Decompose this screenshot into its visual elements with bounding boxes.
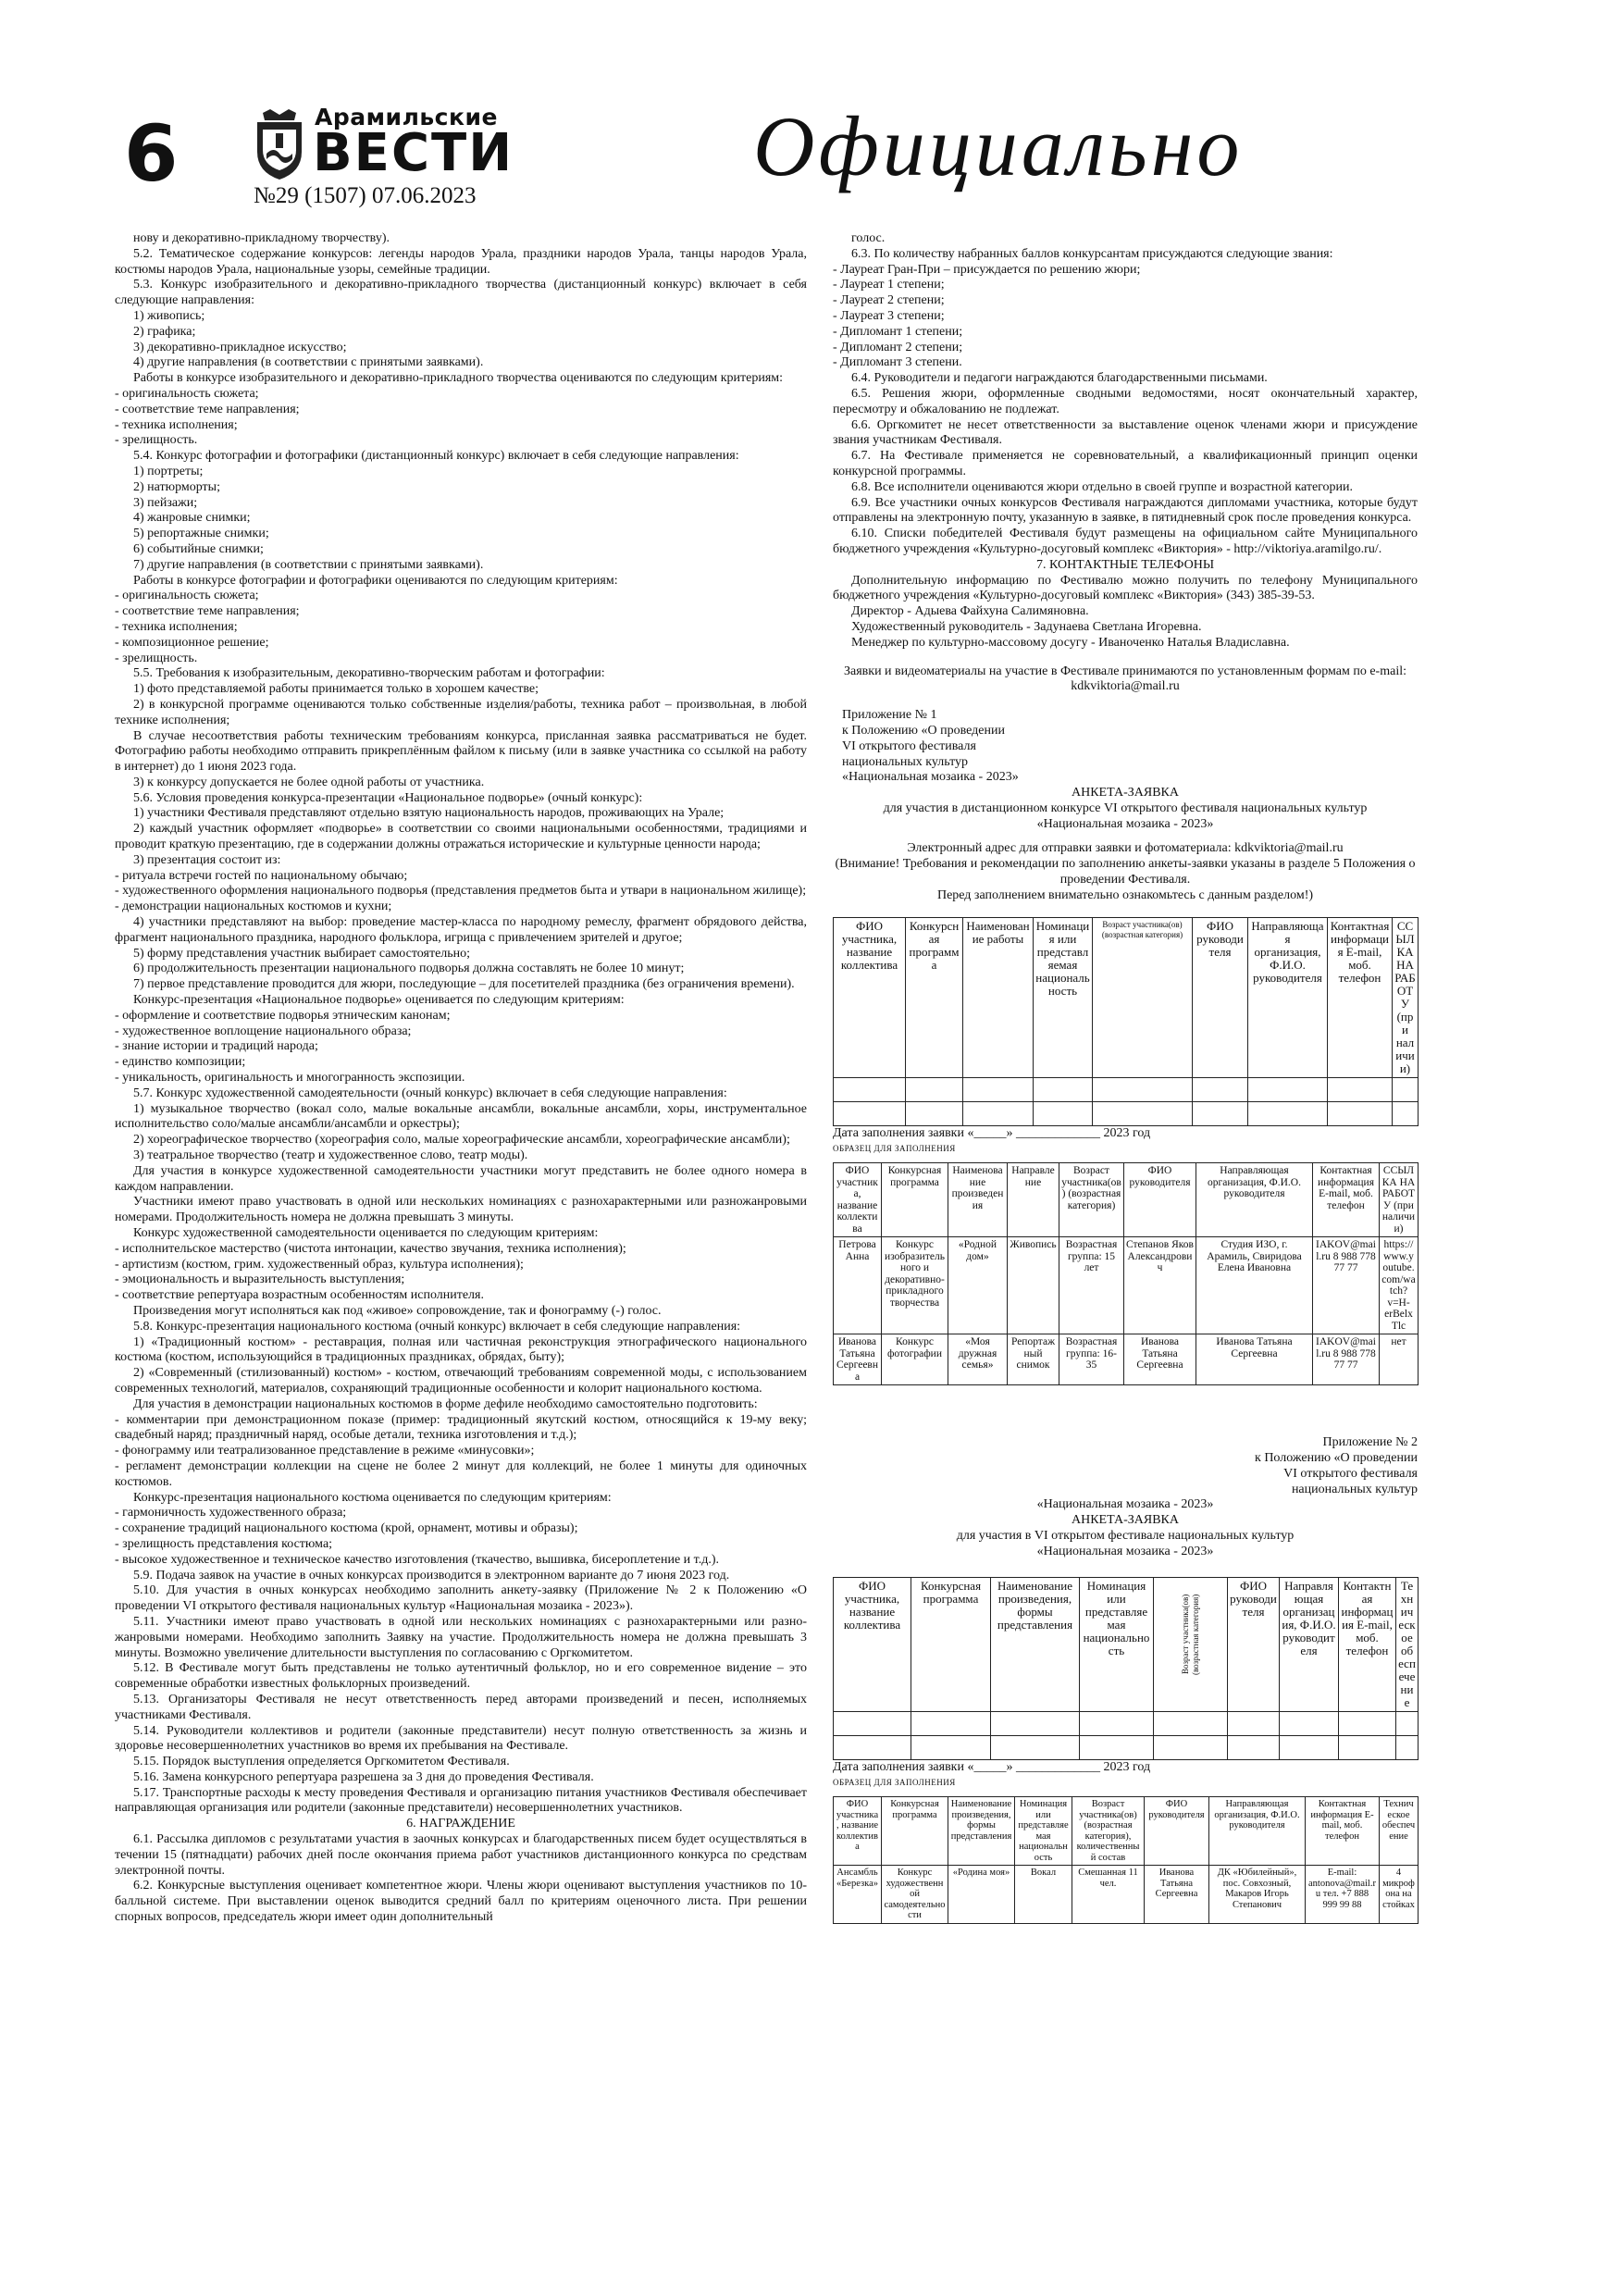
header-cell: Возраст участника(ов) (возрастная категория) bbox=[1093, 917, 1193, 1077]
paragraph: - техника исполнения; bbox=[115, 417, 238, 432]
header-cell: Возраст участника(ов) (возрастная категория) bbox=[1059, 1163, 1124, 1237]
table-cell: Иванова Татьяна Сергеевна bbox=[1196, 1334, 1313, 1385]
appendix-line: Приложение № 2 bbox=[1322, 1435, 1418, 1450]
paragraph: 5.7. Конкурс художественной самодеятельности (очный конкурс) включает в себя следующие направления: bbox=[133, 1086, 727, 1100]
table-cell: E-mail: antonova@mail.ru тел. +7 888 999 99 88 bbox=[1306, 1866, 1380, 1924]
empty-cell bbox=[963, 1077, 1034, 1101]
paragraph: - фонограмму или театрализованное представление в режиме «минусовки»; bbox=[115, 1444, 535, 1458]
paragraph: - оформление и соответствие подворья этническим канонам; bbox=[115, 1008, 451, 1023]
paragraph: Для участия в демонстрации национальных костюмов в форме дефиле необходимо самостоятельно подготовить: bbox=[133, 1396, 758, 1411]
empty-cell bbox=[1154, 1735, 1228, 1759]
appendix-line: национальных культур bbox=[1291, 1482, 1418, 1496]
empty-cell bbox=[906, 1101, 963, 1125]
header-cell: Конкурсная программа bbox=[882, 1163, 948, 1237]
table-cell: https://www.youtube.com/watch?v=H-erBelxTlc bbox=[1380, 1237, 1419, 1334]
header-cell: Наименование произведения, формы представления bbox=[948, 1797, 1015, 1866]
table-cell: Конкурс художественной самодеятельности bbox=[882, 1866, 948, 1924]
empty-table-row bbox=[834, 1077, 1419, 1101]
right-column bbox=[833, 231, 1418, 1924]
date-line-1: Дата заполнения заявки «_____» _____________ 2023 год bbox=[833, 1125, 1151, 1140]
paragraph: 1) живопись; bbox=[133, 308, 205, 323]
header-cell: Наименование работы bbox=[963, 917, 1034, 1077]
empty-cell bbox=[1396, 1711, 1419, 1735]
table-cell: IAKOV@mail.ru 8 988 778 77 77 bbox=[1313, 1237, 1380, 1334]
table-cell: IAKOV@mail.ru 8 988 778 77 77 bbox=[1313, 1334, 1380, 1385]
header-cell: Направляющая организация, Ф.И.О. руководителя bbox=[1280, 1577, 1339, 1711]
header-cell: ФИО участника, название коллектива bbox=[834, 1797, 882, 1866]
paragraph: 5) форму представления участник выбирает самостоятельно; bbox=[133, 946, 471, 961]
header-cell: ССЫЛКА НА РАБОТУ (при наличии) bbox=[1380, 1163, 1419, 1237]
appendix-1-reference bbox=[842, 708, 1418, 786]
paragraph: 1) фото представляемой работы принимается только в хорошем качестве; bbox=[133, 682, 539, 697]
paragraph: Произведения могут исполняться как под «живое» сопровождение, так и фонограмму (-) голос. bbox=[133, 1303, 662, 1318]
paragraph: 6. НАГРАЖДЕНИЕ bbox=[406, 1817, 515, 1831]
paragraph: 2) в конкурсной программе оцениваются только собственные изделия/работы, техника работ – произвольная, в любой технике исполнения; bbox=[115, 697, 807, 727]
paragraph: 5.9. Подача заявок на участие в очных конкурсах производится в электронном варианте до 7 июня 2023 год. bbox=[133, 1568, 730, 1582]
paragraph: - соответствие теме направления; bbox=[115, 604, 300, 619]
paragraph: 5.12. В Фестивале могут быть представлены не только аутентичный фольклор, но и его современное видение – это современные обработки известных фольклорных произведений. bbox=[115, 1661, 807, 1692]
paragraph: 5) репортажные снимки; bbox=[133, 527, 269, 541]
paragraph: - Дипломант 2 степени; bbox=[833, 340, 963, 354]
newspaper-logo bbox=[254, 104, 531, 183]
paragraph: 4) участники представляют на выбор: проведение мастер-класса по народному ремеслу, фрагмент обрядового действа, фрагмент национального праздника, народного фольклора, игрища с привлечением зрителей и другое; bbox=[115, 915, 807, 945]
appendix-1-title: АНКЕТА-ЗАЯВКА bbox=[1072, 786, 1179, 800]
paragraph: Директор - Адыева Файхуна Салимяновна. bbox=[851, 604, 1089, 619]
paragraph: 5.13. Организаторы Фестиваля не несут ответственность перед авторами произведений и песен, исполняемых участниками Фестиваля. bbox=[115, 1692, 807, 1722]
empty-cell bbox=[834, 1077, 906, 1101]
table-cell: «Родина моя» bbox=[948, 1866, 1015, 1924]
empty-cell bbox=[1328, 1101, 1393, 1125]
empty-cell bbox=[834, 1101, 906, 1125]
coat-of-arms-icon bbox=[254, 109, 305, 180]
paragraph: Художественный руководитель - Задунаева Светлана Игоревна. bbox=[851, 619, 1202, 634]
header-cell: ФИО руководителя bbox=[1228, 1577, 1280, 1711]
paragraph: 6) продолжительность презентации национального подворья должна составлять не более 10 минут; bbox=[133, 962, 685, 976]
paragraph: 1) портреты; bbox=[133, 464, 204, 478]
paragraph: - Лауреат Гран-При – присуждается по решению жюри; bbox=[833, 262, 1141, 277]
paragraph: - Дипломант 3 степени. bbox=[833, 355, 962, 370]
table-header-row bbox=[834, 1163, 1419, 1237]
appendix-line: Приложение № 1 bbox=[842, 708, 937, 723]
empty-cell bbox=[1193, 1101, 1248, 1125]
paragraph: Участники имеют право участвовать в одной или нескольких номинациях с разнохарактерными или разножанровыми номерами. Продолжительность номера не должна превышать 3 минуты. bbox=[115, 1195, 807, 1225]
paragraph: - техника исполнения; bbox=[115, 619, 238, 634]
paragraph: 1) музыкальное творчество (вокал соло, малые вокальные ансамбли, вокальные ансамбли, хоры, инструментальное исполнительство соло/малые ансамбли/ансамбли и оркестры); bbox=[115, 1101, 807, 1132]
paragraph: - эмоциональность и выразительность выступления; bbox=[115, 1272, 405, 1287]
header-cell: Направляющая организация, Ф.И.О. руководителя bbox=[1248, 917, 1328, 1077]
table-cell: Смешанная 11 чел. bbox=[1072, 1866, 1145, 1924]
header-cell: Направление bbox=[1008, 1163, 1059, 1237]
paragraph: В случае несоответствия работы техническим требованиям конкурса, присланная заявка рассматриваться не будет. Фотографию работы необходимо отправить прикреплённым файлом к письму (или в заявке участника со ссылкой на работу в интернет) до 1 июня 2023 года. bbox=[115, 728, 807, 775]
empty-table-row bbox=[834, 1735, 1419, 1759]
paragraph: 6.1. Рассылка дипломов с результатами участия в заочных конкурсах и благодарственных писем будет осуществляться в течении 15 (пятнадцати) рабочих дней после окончания приема работ участников дистанционного конкурса по средствам электронной почты. bbox=[115, 1832, 807, 1878]
paragraph: Конкурс художественной самодеятельности оценивается по следующим критериям: bbox=[133, 1226, 599, 1240]
contacts-heading: 7. КОНТАКТНЫЕ ТЕЛЕФОНЫ bbox=[1035, 557, 1215, 572]
appendix-line: «Национальная мозаика - 2023» bbox=[842, 770, 1019, 785]
appendix-1-note: (Внимание! Требования и рекомендации по заполнению анкеты-заявки указаны в разделе 5 Положения о проведении Фестиваля. bbox=[835, 857, 1416, 887]
appendix-2-subtitle: для участия в VI открытом фестивале национальных культур bbox=[956, 1529, 1295, 1544]
paragraph: 5.5. Требования к изобразительным, декоративно-творческим работам и фотографии: bbox=[133, 666, 605, 681]
header-cell: Наименование произведения bbox=[948, 1163, 1008, 1237]
empty-cell bbox=[963, 1101, 1034, 1125]
empty-cell bbox=[1080, 1711, 1154, 1735]
header-cell: Номинация или представляемая национальность bbox=[1015, 1797, 1072, 1866]
paragraph: 2) графика; bbox=[133, 324, 196, 339]
paragraph: - соответствие репертуара возрастным особенностям исполнителя. bbox=[115, 1288, 484, 1303]
header-cell: Номинация или представляемая национальность bbox=[1080, 1577, 1154, 1711]
paragraph: 5.14. Руководители коллективов и родители (законные представители) несут полную ответственность за жизнь и здоровье несовершеннолетних участников во время их пребывания на Фестивале. bbox=[115, 1723, 807, 1754]
empty-cell bbox=[991, 1735, 1080, 1759]
appendix-1-note-2: Перед заполнением внимательно ознакомьтесь с данным разделом!) bbox=[936, 887, 1314, 902]
paragraph: 3) театральное творчество (театр и художественное слово, театр моды). bbox=[133, 1148, 528, 1163]
paragraph: - демонстрации национальных костюмов и кухни; bbox=[115, 900, 392, 914]
header-cell bbox=[1154, 1577, 1228, 1711]
page-number: 6 bbox=[124, 108, 179, 199]
appendix-line: национальных культур bbox=[842, 754, 969, 769]
header-cell: Возраст участника(ов) (возрастная категория), количественный состав bbox=[1072, 1797, 1145, 1866]
paragraph: 6.8. Все исполнители оцениваются жюри отдельно в своей группе и возрастной категории. bbox=[851, 479, 1354, 494]
section-title: Официально bbox=[753, 99, 1244, 193]
contacts-email: Заявки и видеоматериалы на участие в Фестивале принимаются по установленным формам по e-mail: kdkviktoria@mail.ru bbox=[843, 664, 1406, 694]
logo-title: ВЕСТИ bbox=[313, 123, 514, 183]
empty-table-row bbox=[834, 1101, 1419, 1125]
paragraph: 6.4. Руководители и педагоги награждаются благодарственными письмами. bbox=[851, 371, 1268, 386]
paragraph: Конкурс-презентация национального костюма оценивается по следующим критериям: bbox=[133, 1490, 612, 1505]
sample-table-1 bbox=[833, 1162, 1419, 1385]
header-cell: Контактная информация E-mail, моб. телефон bbox=[1328, 917, 1393, 1077]
header-cell: Направляющая организация, Ф.И.О. руководителя bbox=[1196, 1163, 1313, 1237]
paragraph: - комментарии при демонстрационном показе (пример: традиционный якутский костюм, относящийся к 19-му веку; свадебный наряд; праздничный наряд, особые детали, техника изготовления и т.д.); bbox=[115, 1412, 807, 1443]
table-cell: Возрастная группа: 15 лет bbox=[1059, 1237, 1124, 1334]
paragraph: - единство композиции; bbox=[115, 1055, 246, 1070]
header-cell: ССЫЛКА НА РАБОТУ (при наличии) bbox=[1393, 917, 1419, 1077]
paragraph: 2) каждый участник оформляет «подворье» в соответствии со своими национальными особенностями, традициями и проводит краткую презентацию, где в содержании должны отражаться исторические и культурные ценности народа; bbox=[115, 822, 807, 852]
table-cell: нет bbox=[1380, 1334, 1419, 1385]
paragraph: - зрелищность представления костюма; bbox=[115, 1536, 333, 1551]
table-row bbox=[834, 1237, 1419, 1334]
logo-subtitle: Арамильские bbox=[315, 104, 498, 130]
paragraph: - Лауреат 3 степени; bbox=[833, 308, 945, 323]
paragraph: - исполнительское мастерство (чистота интонации, качество звучания, техника исполнения); bbox=[115, 1241, 626, 1256]
table-cell: Иванова Татьяна Сергеевна bbox=[1124, 1334, 1196, 1385]
header-cell: Техническое обеспечение bbox=[1380, 1797, 1419, 1866]
table-cell: Конкурс изобразительного и декоративно-прикладного творчества bbox=[882, 1237, 948, 1334]
paragraph: Работы в конкурсе фотографии и фотографики оцениваются по следующим критериям: bbox=[133, 573, 618, 588]
paragraph: Конкурс-презентация «Национальное подворье» оценивается по следующим критериям: bbox=[133, 993, 625, 1008]
appendix-1-subtitle-2: «Национальная мозаика - 2023» bbox=[1036, 816, 1214, 831]
application-form-table-2 bbox=[833, 1577, 1419, 1760]
paragraph: - художественного оформления национального подворья (представления предметов быта и утвари в национальном жилище); bbox=[115, 884, 807, 899]
paragraph: 4) жанровые снимки; bbox=[133, 511, 251, 526]
issue-info: №29 (1507) 07.06.2023 bbox=[254, 183, 477, 208]
paragraph: 2) «Современный (стилизованный) костюм» - костюм, отвечающий требованиям современной моды, с использованием современных технологий, материалов, сохраняющий традиционные особенности и колорит национального костюма. bbox=[115, 1366, 807, 1396]
paragraph: - артистизм (костюм, грим. художественный образ, культура исполнения); bbox=[115, 1257, 524, 1272]
header-cell: Техническое обеспечение bbox=[1396, 1577, 1419, 1711]
header-cell: ФИО участника, название коллектива bbox=[834, 917, 906, 1077]
page-header bbox=[115, 100, 1281, 213]
table-cell: Конкурс фотографии bbox=[882, 1334, 948, 1385]
sample-table-2 bbox=[833, 1796, 1419, 1924]
paragraph: - оригинальность сюжета; bbox=[115, 589, 259, 603]
paragraph: - высокое художественное и техническое качество изготовления (ткачество, вышивка, бисероплетение и т.д.). bbox=[115, 1552, 720, 1567]
empty-cell bbox=[1248, 1077, 1328, 1101]
awards-section bbox=[833, 231, 1418, 558]
paragraph: 5.3. Конкурс изобразительного и декоративно-прикладного творчества (дистанционный конкурс) включает в себя следующие направления: bbox=[115, 278, 807, 308]
paragraph: - регламент демонстрации коллекции на сцене не более 2 минут для коллекций, не более 1 минуты для одиночных костюмов. bbox=[115, 1458, 807, 1489]
paragraph: 5.11. Участники имеют право участвовать в одной или нескольких номинациях с разнохарактерными или разно-жанровыми номерами. Необходимо заполнить Заявку на участие. Продолжительность номера не должна превышать 3 минуты. Возможно увеличение длительности выступления по согласованию с Оргкомитетом. bbox=[115, 1614, 807, 1660]
paragraph: - композиционное решение; bbox=[115, 635, 269, 650]
table-cell: Студия ИЗО, г. Арамиль, Свиридова Елена Ивановна bbox=[1196, 1237, 1313, 1334]
table-row bbox=[834, 1866, 1419, 1924]
empty-cell bbox=[1280, 1735, 1339, 1759]
table-cell: Иванова Татьяна Сергеевна bbox=[1145, 1866, 1209, 1924]
empty-cell bbox=[1339, 1711, 1396, 1735]
header-cell: Контактная информация E-mail, моб. телефон bbox=[1339, 1577, 1396, 1711]
empty-cell bbox=[1393, 1077, 1419, 1101]
header-cell: Контактная информация E-mail, моб. телефон bbox=[1313, 1163, 1380, 1237]
application-form-table-1 bbox=[833, 917, 1419, 1126]
header-cell: Конкурсная программа bbox=[906, 917, 963, 1077]
paragraph: - зрелищность. bbox=[115, 433, 198, 448]
empty-cell bbox=[1154, 1711, 1228, 1735]
paragraph: - Лауреат 1 степени; bbox=[833, 278, 945, 292]
header-cell: Наименование произведения, формы представления bbox=[991, 1577, 1080, 1711]
table-cell: «Родной дом» bbox=[948, 1237, 1008, 1334]
paragraph: 5.6. Условия проведения конкурса-презентации «Национальное подворье» (очный конкурс): bbox=[133, 790, 643, 805]
paragraph: - соответствие теме направления; bbox=[115, 402, 300, 416]
appendix-line: к Положению «О проведении bbox=[1255, 1451, 1418, 1466]
left-column bbox=[115, 231, 807, 1926]
paragraph: 5.16. Замена конкурсного репертуара разрешена за 3 дня до проведения Фестиваля. bbox=[133, 1769, 594, 1784]
empty-cell bbox=[834, 1711, 911, 1735]
table-cell: 4 микрофона на стойках bbox=[1380, 1866, 1419, 1924]
empty-table-row bbox=[834, 1711, 1419, 1735]
paragraph: Работы в конкурсе изобразительного и декоративно-прикладного творчества оцениваются по следующим критериям: bbox=[133, 371, 784, 386]
paragraph: Дополнительную информацию по Фестивалю можно получить по телефону Муниципального бюджетного учреждения «Культурно-досуговый комплекс «Виктория» (343) 385-39-53. bbox=[833, 573, 1418, 603]
header-cell: ФИО руководителя bbox=[1145, 1797, 1209, 1866]
header-cell: Номинация или представляемая национальность bbox=[1034, 917, 1093, 1077]
table-cell: Возрастная группа: 16-35 bbox=[1059, 1334, 1124, 1385]
paragraph: - оригинальность сюжета; bbox=[115, 386, 259, 401]
paragraph: 5.15. Порядок выступления определяется Оргкомитетом Фестиваля. bbox=[133, 1755, 510, 1769]
table-cell: Степанов Яков Александрович bbox=[1124, 1237, 1196, 1334]
empty-cell bbox=[906, 1077, 963, 1101]
header-cell: ФИО руководителя bbox=[1124, 1163, 1196, 1237]
appendix-2-title: АНКЕТА-ЗАЯВКА bbox=[1072, 1513, 1179, 1528]
paragraph: 6.5. Решения жюри, оформленные сводными ведомостями, носят окончательный характер, пересмотру и обжалованию не подлежат. bbox=[833, 386, 1418, 416]
paragraph: 5.2. Тематическое содержание конкурсов: легенды народов Урала, праздники народов Урала, танцы народов Урала, костюмы народов Урала, национальные узоры, семейные традиции. bbox=[115, 246, 807, 277]
paragraph: - художественное воплощение национального образа; bbox=[115, 1024, 412, 1038]
paragraph: 6.2. Конкурсные выступления оценивает компетентное жюри. Члены жюри оценивают выступления участников по 10-балльной системе. При выставлении оценок выводится средний балл по критериям оценочного листа. При решении спорных вопросов, председатель жюри имеет один дополнительный bbox=[115, 1879, 807, 1925]
paragraph: 3) к конкурсу допускается не более одной работы от участника. bbox=[133, 775, 485, 789]
appendix-2-reference bbox=[833, 1435, 1418, 1497]
paragraph: 3) пейзажи; bbox=[133, 495, 198, 510]
empty-cell bbox=[1080, 1735, 1154, 1759]
header-cell-text: Возраст участника(ов) (возрастная категория) bbox=[1180, 1594, 1200, 1675]
date-line-2: Дата заполнения заявки «_____» _____________ 2023 год bbox=[833, 1759, 1151, 1774]
paragraph: - знание истории и традиций народа; bbox=[115, 1039, 318, 1054]
table-header-row bbox=[834, 1797, 1419, 1866]
table-cell: Живопись bbox=[1008, 1237, 1059, 1334]
empty-cell bbox=[1193, 1077, 1248, 1101]
paragraph: - Дипломант 1 степени; bbox=[833, 324, 963, 339]
empty-cell bbox=[1280, 1711, 1339, 1735]
paragraph: - гармоничность художественного образа; bbox=[115, 1506, 347, 1520]
header-cell: Конкурсная программа bbox=[911, 1577, 991, 1711]
paragraph: 6) событийные снимки; bbox=[133, 541, 264, 556]
sample-label-1: ОБРАЗЕЦ ДЛЯ ЗАПОЛНЕНИЯ bbox=[833, 1144, 956, 1154]
appendix-line: VI открытого фестиваля bbox=[842, 738, 976, 753]
empty-cell bbox=[1034, 1101, 1093, 1125]
paragraph: 1) участники Фестиваля представляют отдельно взятую национальность народов, проживающих на Урале; bbox=[133, 806, 725, 821]
paragraph: 7) первое представление проводится для жюри, последующие – для посетителей праздника (без ограничения времени). bbox=[133, 977, 795, 992]
paragraph: - ритуала встречи гостей по национальному обычаю; bbox=[115, 868, 408, 883]
paragraph: - сохранение традиций национального костюма (крой, орнамент, мотивы и образы); bbox=[115, 1521, 578, 1536]
appendix-line: к Положению «О проведении bbox=[842, 723, 1005, 738]
empty-cell bbox=[1228, 1711, 1280, 1735]
paragraph: 5.8. Конкурс-презентация национального костюма (очный конкурс) включает в себя следующие направления: bbox=[133, 1319, 741, 1334]
header-cell: ФИО руководителя bbox=[1193, 917, 1248, 1077]
paragraph: 2) натюрморты; bbox=[133, 479, 220, 494]
header-cell: Направляющая организация, Ф.И.О. руководителя bbox=[1209, 1797, 1306, 1866]
paragraph: 2) хореографическое творчество (хореография соло, малые хореографические ансамбли, хореографические ансамбли); bbox=[133, 1133, 790, 1148]
header-cell: Контактная информация E-mail, моб. телефон bbox=[1306, 1797, 1380, 1866]
table-header-row bbox=[834, 917, 1419, 1077]
paragraph: 6.7. На Фестивале применяется не соревновательный, а квалификационный принцип оценки конкурсной программы. bbox=[833, 449, 1418, 478]
paragraph: 7) другие направления (в соответствии с принятыми заявками). bbox=[133, 557, 484, 572]
empty-cell bbox=[1093, 1077, 1193, 1101]
paragraph: 5.17. Транспортные расходы к месту проведения Фестиваля и организацию питания участников Фестиваля обеспечивает направляющая организация или родители (законные представители) несовершеннолетних участников. bbox=[115, 1785, 807, 1816]
contacts-section bbox=[833, 574, 1418, 652]
paragraph: голос. bbox=[851, 231, 886, 245]
paragraph: - Лауреат 2 степени; bbox=[833, 293, 945, 308]
paragraph: - уникальность, оригинальность и многогранность экспозиции. bbox=[115, 1071, 465, 1086]
appendix-1-subtitle: для участия в дистанционном конкурсе VI открытого фестиваля национальных культур bbox=[883, 800, 1368, 815]
table-cell: Ансамбль «Березка» bbox=[834, 1866, 882, 1924]
header-cell: ФИО участника, название коллектива bbox=[834, 1163, 882, 1237]
paragraph: 4) другие направления (в соответствии с принятыми заявками). bbox=[133, 355, 484, 370]
table-cell: Вокал bbox=[1015, 1866, 1072, 1924]
paragraph: 6.3. По количеству набранных баллов конкурсантам присуждаются следующие звания: bbox=[851, 246, 1333, 261]
table-cell: ДК «Юбилейный», пос. Совхозный, Макаров Игорь Степанович bbox=[1209, 1866, 1306, 1924]
header-cell: ФИО участника, название коллектива bbox=[834, 1577, 911, 1711]
sample-label-2: ОБРАЗЕЦ ДЛЯ ЗАПОЛНЕНИЯ bbox=[833, 1778, 956, 1788]
table-cell: Репортажный снимок bbox=[1008, 1334, 1059, 1385]
empty-cell bbox=[911, 1711, 991, 1735]
paragraph: 6.6. Оргкомитет не несет ответственности за выставление оценок членами жюри и присуждение звания участникам Фестиваля. bbox=[833, 417, 1418, 448]
paragraph: нову и декоративно-прикладному творчеству). bbox=[133, 231, 390, 245]
empty-cell bbox=[1228, 1735, 1280, 1759]
empty-cell bbox=[1328, 1077, 1393, 1101]
paragraph: 5.10. Для участия в очных конкурсах необходимо заполнить анкету-заявку (Приложение № 2 к Положению «О проведении VI открытого фестиваля национальных культур «Национальная мозаика - 2023»). bbox=[115, 1583, 807, 1614]
appendix-line: VI открытого фестиваля bbox=[1283, 1466, 1418, 1481]
empty-cell bbox=[1339, 1735, 1396, 1759]
table-header-row bbox=[834, 1577, 1419, 1711]
empty-cell bbox=[1248, 1101, 1328, 1125]
table-row bbox=[834, 1334, 1419, 1385]
paragraph: Менеджер по культурно-массовому досугу - Иваноченко Наталья Владиславна. bbox=[851, 635, 1290, 650]
paragraph: - зрелищность. bbox=[115, 651, 198, 665]
appendix-2-mosaic: «Национальная мозаика - 2023» bbox=[1036, 1497, 1214, 1512]
table-cell: Петрова Анна bbox=[834, 1237, 882, 1334]
empty-cell bbox=[1393, 1101, 1419, 1125]
header-cell: Конкурсная программа bbox=[882, 1797, 948, 1866]
appendix-2-subtitle-2: «Национальная мозаика - 2023» bbox=[1036, 1544, 1214, 1558]
paragraph: Для участия в конкурсе художественной самодеятельности участники могут представить не более одного номера в каждом направлении. bbox=[115, 1163, 807, 1194]
empty-cell bbox=[1093, 1101, 1193, 1125]
appendix-1-email: Электронный адрес для отправки заявки и фотоматериала: kdkviktoria@mail.ru bbox=[907, 841, 1344, 856]
empty-cell bbox=[1396, 1735, 1419, 1759]
paragraph: 3) презентация состоит из: bbox=[133, 852, 281, 867]
table-cell: Иванова Татьяна Сергеевна bbox=[834, 1334, 882, 1385]
paragraph: 3) декоративно-прикладное искусство; bbox=[133, 340, 347, 354]
paragraph: 6.9. Все участники очных конкурсов Фестиваля награждаются дипломами участника, которые будут отправлены на электронную почту, указанную в заявке, в пятидневный срок после проведения конкурса. bbox=[833, 495, 1418, 526]
table-cell: «Моя дружная семья» bbox=[948, 1334, 1008, 1385]
empty-cell bbox=[911, 1735, 991, 1759]
empty-cell bbox=[1034, 1077, 1093, 1101]
empty-cell bbox=[834, 1735, 911, 1759]
paragraph: 1) «Традиционный костюм» - реставрация, полная или частичная реконструкция этнографического национального костюма (костюм, использующийся в традиционных праздниках, обрядах, быту); bbox=[115, 1334, 807, 1365]
paragraph: 6.10. Списки победителей Фестиваля будут размещены на официальном сайте Муниципального бюджетного учреждения «Культурно-досуговый комплекс «Виктория» - http://viktoriya.aramilgo.ru/. bbox=[833, 527, 1418, 556]
paragraph: 5.4. Конкурс фотографии и фотографики (дистанционный конкурс) включает в себя следующие направления: bbox=[133, 449, 739, 464]
empty-cell bbox=[991, 1711, 1080, 1735]
